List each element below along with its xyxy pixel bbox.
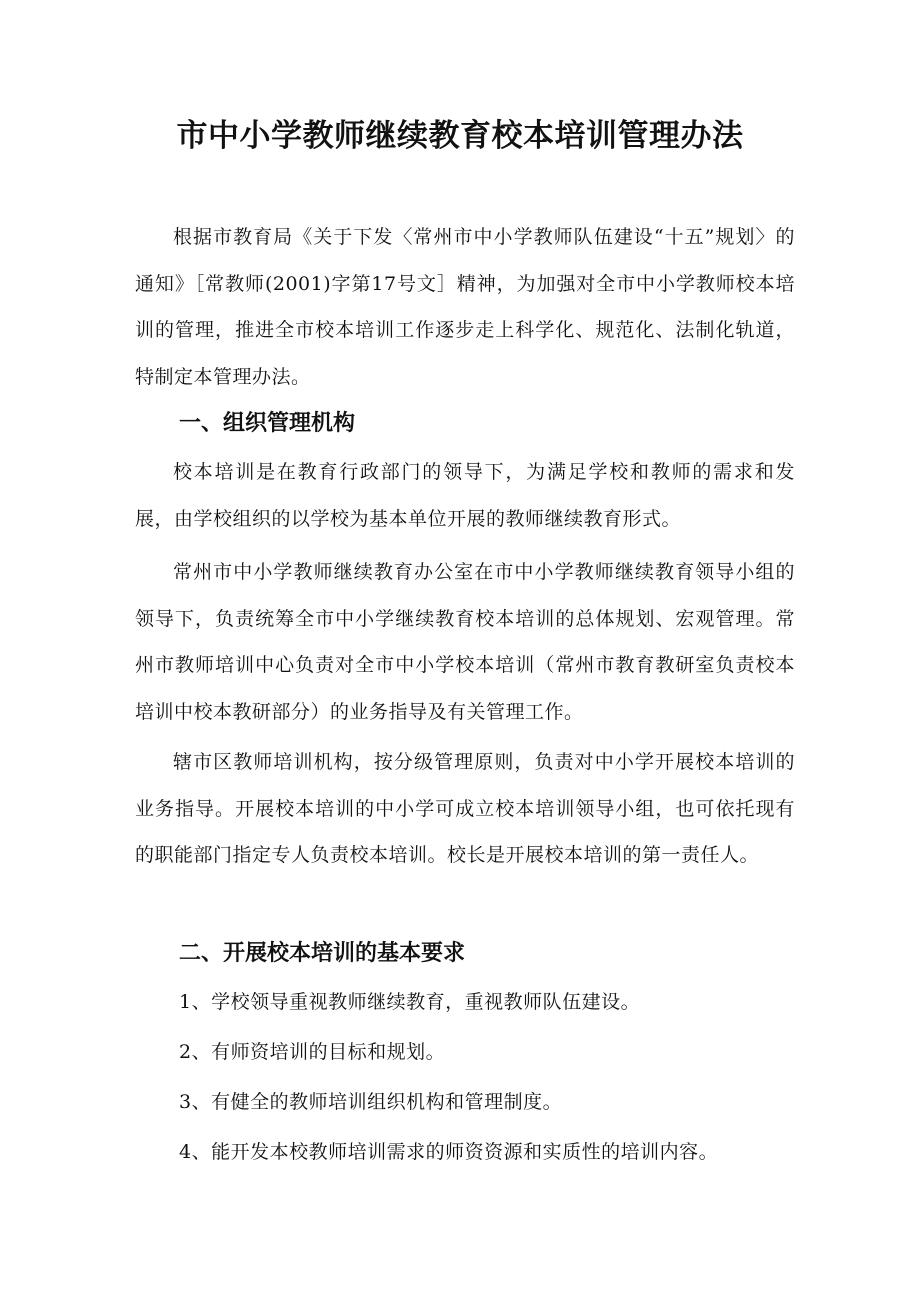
requirement-item-2: 2、有师资培训的目标和规划。 [179,1041,446,1063]
section-1-paragraph-1: 校本培训是在教育行政部门的领导下，为满足学校和教师的需求和发展，由学校组织的以学校为基本单位开展的教师继续教育形式。 [135,461,795,530]
document-title: 市中小学教师继续教育校本培训管理办法 [176,118,744,154]
section-2-heading: 二、开展校本培训的基本要求 [179,941,466,966]
section-1-heading: 一、组织管理机构 [179,411,356,436]
section-1-paragraph-2: 常州市中小学教师继续教育办公室在市中小学教师继续教育领导小组的领导下，负责统筹全市中小学继续教育校本培训的总体规划、宏观管理。常州市教师培训中心负责对全市中小学校本培训（常州市教育教研室负责校本培训中校本教研部分）的业务指导及有关管理工作。 [135,561,795,723]
section-1-paragraph-3: 辖市区教师培训机构，按分级管理原则，负责对中小学开展校本培训的业务指导。开展校本培训的中小学可成立校本培训领导小组，也可依托现有的职能部门指定专人负责校本培训。校长是开展校本培训的第一责任人。 [135,751,795,866]
requirement-item-4: 4、能开发本校教师培训需求的师资资源和实质性的培训内容。 [179,1141,719,1163]
intro-paragraph: 根据市教育局《关于下发〈常州市中小学教师队伍建设“十五”规划〉的通知》［常教师(2001)字第17号文］精神，为加强对全市中小学教师校本培训的管理，推进全市校本培训工作逐步走上科学化、规范化、法制化轨道，特制定本管理办法。 [135,226,795,388]
requirement-item-3: 3、有健全的教师培训组织机构和管理制度。 [179,1091,563,1113]
requirement-item-1: 1、学校领导重视教师继续教育，重视教师队伍建设。 [179,991,641,1013]
